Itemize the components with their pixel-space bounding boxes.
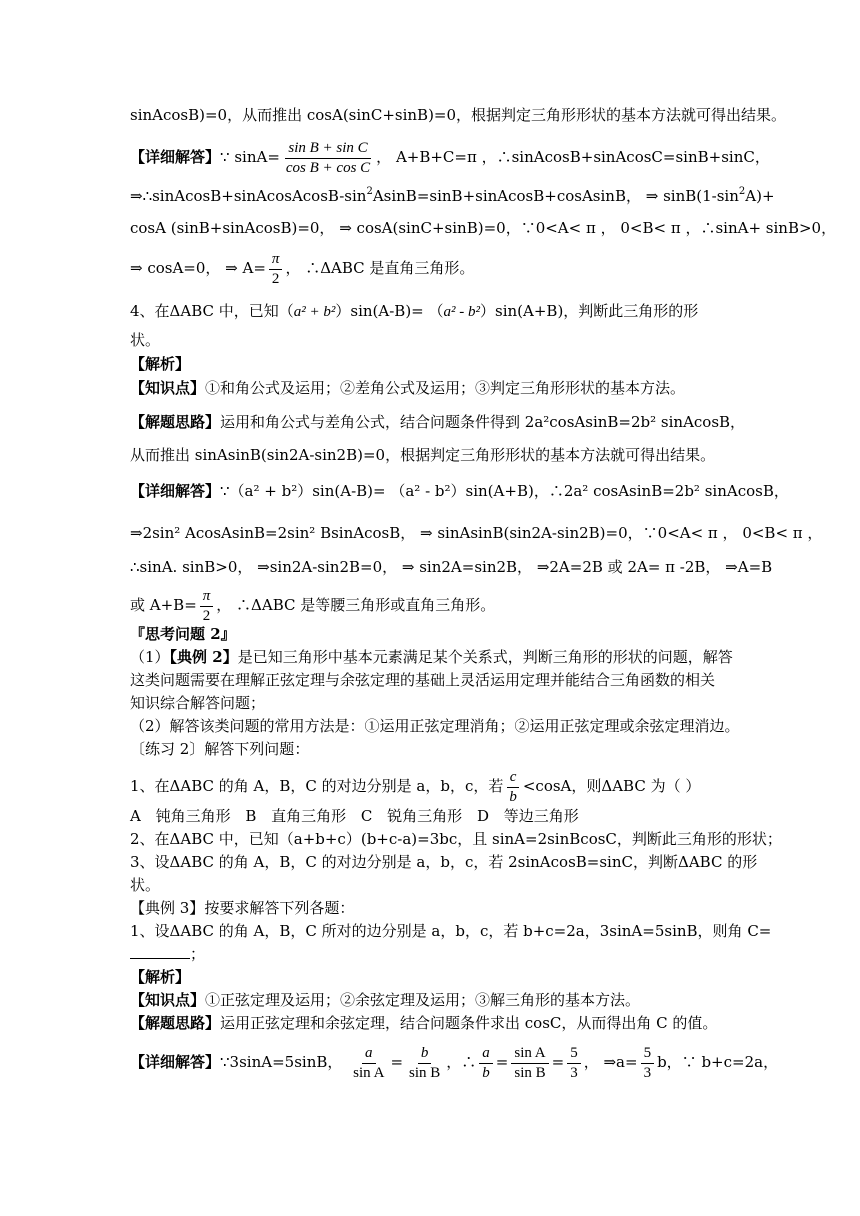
fraction-denominator: 2 bbox=[271, 270, 280, 287]
text-line bbox=[130, 769, 700, 805]
text-line bbox=[130, 588, 495, 624]
text-span: = bbox=[551, 1053, 565, 1071]
text-span: = bbox=[390, 1053, 404, 1071]
text-line bbox=[130, 647, 733, 667]
text-span: b，∵ b+c=2a， bbox=[657, 1053, 779, 1071]
text-span: = bbox=[495, 1053, 509, 1071]
section-label: 【知识点】 bbox=[130, 991, 206, 1009]
section-label: 【解题思路】 bbox=[130, 1014, 221, 1032]
text-line bbox=[130, 378, 685, 398]
fraction bbox=[641, 1045, 655, 1081]
text-line: （2）解答该类问题的常用方法是：①运用正弦定理消角；②运用正弦定理或余弦定理消边。 bbox=[130, 717, 740, 735]
fraction-denominator: sin B bbox=[409, 1064, 441, 1081]
fraction-denominator: 2 bbox=[202, 607, 211, 624]
text-line bbox=[130, 301, 698, 322]
section-heading: 【解析】 bbox=[130, 355, 191, 373]
fraction bbox=[567, 1045, 581, 1081]
text-line bbox=[130, 186, 775, 209]
fraction-numerator: 5 bbox=[567, 1045, 581, 1064]
text-span: ， ⇒a= bbox=[583, 1053, 638, 1071]
text-span: ⇒ cosA=0， ⇒ A= bbox=[130, 259, 266, 277]
text-span: ①正弦定理及运用；②余弦定理及运用；③解三角形的基本方法。 bbox=[205, 991, 641, 1009]
text-line bbox=[130, 251, 474, 287]
text-line: 1、设ΔABC 的角 A，B，C 所对的边分别是 a，b，c，若 b+c=2a，3sinA=5sinB，则角 C= bbox=[130, 922, 772, 940]
section-label: 【详细解答】 bbox=[130, 148, 221, 166]
text-line bbox=[130, 1013, 717, 1033]
text-span: ⇒∴sinAcosB+sinAcosAcosB-sin bbox=[130, 187, 367, 205]
answer-blank bbox=[130, 944, 190, 959]
fraction-numerator: 5 bbox=[641, 1045, 655, 1064]
fraction-numerator: sin B + sin C bbox=[285, 140, 370, 159]
text-span: ，∴ bbox=[446, 1053, 477, 1071]
section-heading: 【解析】 bbox=[130, 968, 191, 986]
fraction-denominator: sin A bbox=[353, 1064, 385, 1081]
fraction-numerator: sin A bbox=[511, 1045, 548, 1064]
fraction bbox=[350, 1045, 387, 1081]
answer-options: A 钝角三角形 B 直角三角形 C 锐角三角形 D 等边三角形 bbox=[130, 807, 579, 825]
fraction bbox=[269, 251, 283, 287]
text-line: sinAcosB)=0，从而推出 cosA(sinC+sinB)=0，根据判定三角形形状的基本方法就可得出结果。 bbox=[130, 106, 787, 124]
section-label: 【解题思路】 bbox=[130, 413, 221, 431]
text-span: ∵ sinA= bbox=[220, 148, 280, 166]
text-span: ）sin(A+B)，判断此三角形的形 bbox=[480, 302, 699, 320]
text-line: ∴sinA. sinB>0， ⇒sin2A-sin2B=0， ⇒ sin2A=sin2B， ⇒2A=2B 或 2A= π -2B， ⇒A=B bbox=[130, 558, 773, 576]
text-span: 1、在ΔABC 的角 A，B，C 的对边分别是 a，b，c，若 bbox=[130, 777, 504, 795]
fraction-numerator: b bbox=[418, 1045, 432, 1064]
text-line: 状。 bbox=[130, 876, 161, 894]
section-label: 【详细解答】 bbox=[130, 1053, 221, 1071]
text-span: <cosA，则ΔABC 为（ ） bbox=[522, 777, 701, 795]
fraction-numerator: c bbox=[507, 769, 520, 788]
section-label: 【典例 3】 bbox=[130, 899, 205, 917]
fraction-denominator: sin B bbox=[514, 1064, 546, 1081]
text-span: ）sin(A-B)= （ bbox=[335, 302, 444, 320]
fraction bbox=[511, 1045, 548, 1081]
text-line bbox=[130, 990, 640, 1010]
text-line bbox=[130, 412, 745, 432]
text-span: 按要求解答下列各题： bbox=[204, 899, 355, 917]
fraction-denominator: b bbox=[482, 1064, 490, 1081]
fraction bbox=[479, 1045, 493, 1081]
text-line: 知识综合解答问题； bbox=[130, 694, 266, 712]
superscript: 2 bbox=[738, 186, 746, 197]
text-line: 从而推出 sinAsinB(sin2A-sin2B)=0，根据判定三角形形状的基本方法就可得出结果。 bbox=[130, 446, 716, 464]
text-span: A)+ bbox=[745, 187, 775, 205]
text-span: 是已知三角形中基本元素满足某个关系式，判断三角形的形状的问题，解答 bbox=[237, 648, 733, 666]
text-span: 或 A+B= bbox=[130, 596, 197, 614]
text-span: ∵（a² + b²）sin(A-B)= （a² - b²）sin(A+B)，∴2a² cosAsinB=2b² sinAcosB， bbox=[220, 482, 789, 500]
section-label: 【典例 2】 bbox=[169, 648, 238, 666]
text-line: 2、在ΔABC 中，已知（a+b+c）(b+c-a)=3bc，且 sinA=2sinBcosC，判断此三角形的形状； bbox=[130, 830, 782, 848]
fraction-numerator: a bbox=[362, 1045, 376, 1064]
fraction-numerator: π bbox=[200, 588, 214, 607]
text-span: AsinB=sinB+sinAcosB+cosAsinB， ⇒ sinB(1-sin bbox=[372, 187, 739, 205]
text-span: 运用和角公式与差角公式，结合问题条件得到 2a²cosAsinB=2b² sinAcosB， bbox=[220, 413, 746, 431]
fraction-numerator: π bbox=[269, 251, 283, 270]
text-line bbox=[130, 944, 205, 964]
fraction-denominator: b bbox=[509, 788, 517, 805]
text-span: ∵3sinA=5sinB， bbox=[220, 1053, 343, 1071]
text-line: 状。 bbox=[130, 331, 161, 349]
text-line bbox=[130, 481, 789, 501]
superscript: 2 bbox=[366, 186, 373, 197]
section-label: 【详细解答】 bbox=[130, 482, 221, 500]
math-expression: a² - b² bbox=[443, 304, 481, 320]
text-line: 这类问题需要在理解正弦定理与余弦定理的基础上灵活运用定理并能结合三角函数的相关 bbox=[130, 671, 716, 689]
section-label: 【知识点】 bbox=[130, 379, 206, 397]
fraction bbox=[506, 769, 520, 805]
fraction bbox=[283, 140, 373, 176]
section-heading: 『思考问题 2』 bbox=[130, 625, 236, 643]
text-span: ， ∴ΔABC 是直角三角形。 bbox=[285, 259, 475, 277]
fraction bbox=[406, 1045, 443, 1081]
fraction-denominator: 3 bbox=[643, 1064, 652, 1081]
fraction-denominator: 3 bbox=[570, 1064, 578, 1081]
fraction-denominator: cos B + cos C bbox=[285, 159, 371, 176]
text-span: ； bbox=[190, 945, 206, 963]
text-line bbox=[130, 1045, 778, 1081]
text-line bbox=[130, 140, 770, 176]
text-span: （1） bbox=[130, 648, 170, 666]
text-span: 4、在ΔABC 中，已知（ bbox=[130, 302, 294, 320]
text-span: ， ∴ΔABC 是等腰三角形或直角三角形。 bbox=[216, 596, 496, 614]
text-line: cosA (sinB+sinAcosB)=0， ⇒ cosA(sinC+sinB)=0，∵0<A< π ， 0<B< π ，∴sinA+ sinB>0， bbox=[130, 219, 837, 237]
fraction bbox=[200, 588, 214, 624]
text-line: ⇒2sin² AcosAsinB=2sin² BsinAcosB， ⇒ sinAsinB(sin2A-sin2B)=0，∵0<A< π ， 0<B< π ， bbox=[130, 524, 823, 542]
text-line bbox=[130, 898, 354, 918]
text-line: 3、设ΔABC 的角 A，B，C 的对边分别是 a，b，c，若 2sinAcosB=sinC，判断ΔABC 的形 bbox=[130, 853, 758, 871]
text-span: ①和角公式及运用；②差角公式及运用；③判定三角形形状的基本方法。 bbox=[205, 379, 686, 397]
text-span: 运用正弦定理和余弦定理，结合问题条件求出 cosC，从而得出角 C 的值。 bbox=[220, 1014, 718, 1032]
fraction-numerator: a bbox=[479, 1045, 493, 1064]
math-expression: a² + b² bbox=[293, 304, 336, 320]
text-span: ， A+B+C=π ，∴sinAcosB+sinAcosC=sinB+sinC， bbox=[376, 148, 770, 166]
text-line: 〔练习 2〕解答下列问题： bbox=[130, 740, 310, 758]
